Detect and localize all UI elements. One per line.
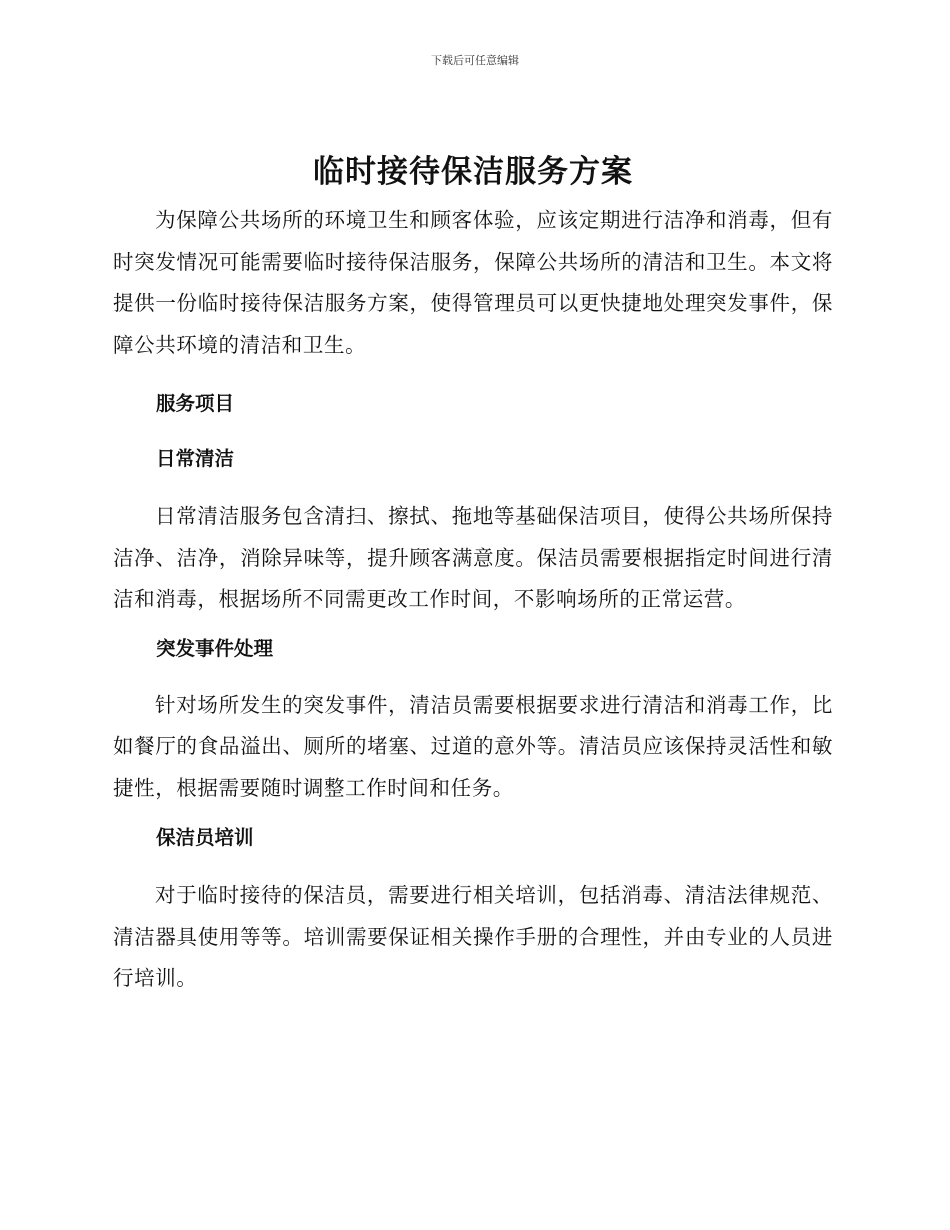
emergency-handling-paragraph: 针对场所发生的突发事件，清洁员需要根据要求进行清洁和消毒工作，比如餐厅的食品溢出、厕所的堵塞、过道的意外等。清洁员应该保持灵活性和敏捷性，根据需要随时调整工作时间和任务。 — [113, 692, 833, 800]
document-body — [113, 150, 833, 1000]
intro-paragraph: 为保障公共场所的环境卫生和顾客体验，应该定期进行洁净和消毒，但有时突发情况可能需要临时接待保洁服务，保障公共场所的清洁和卫生。本文将提供一份临时接待保洁服务方案，使得管理员可以更快捷地处理突发事件，保障公共环境的清洁和卫生。 — [113, 208, 833, 357]
daily-cleaning-paragraph: 日常清洁服务包含清扫、擦拭、拖地等基础保洁项目，使得公共场所保持洁净、洁净，消除异味等，提升顾客满意度。保洁员需要根据指定时间进行清洁和消毒，根据场所不同需更改工作时间，不影响场所的正常运营。 — [113, 504, 833, 611]
section-heading-cleaner-training: 保洁员培训 — [156, 826, 254, 849]
cleaner-training-paragraph: 对于临时接待的保洁员，需要进行相关培训，包括消毒、清洁法律规范、清洁器具使用等等。培训需要保证相关操作手册的合理性，并由专业的人员进行培训。 — [113, 883, 833, 990]
section-heading-emergency-handling: 突发事件处理 — [156, 636, 274, 660]
header-note: 下载后可任意编辑 — [431, 54, 519, 67]
section-heading-service-items: 服务项目 — [156, 392, 235, 415]
section-heading-daily-cleaning: 日常清洁 — [156, 447, 235, 470]
document-title: 临时接待保洁服务方案 — [313, 154, 633, 190]
